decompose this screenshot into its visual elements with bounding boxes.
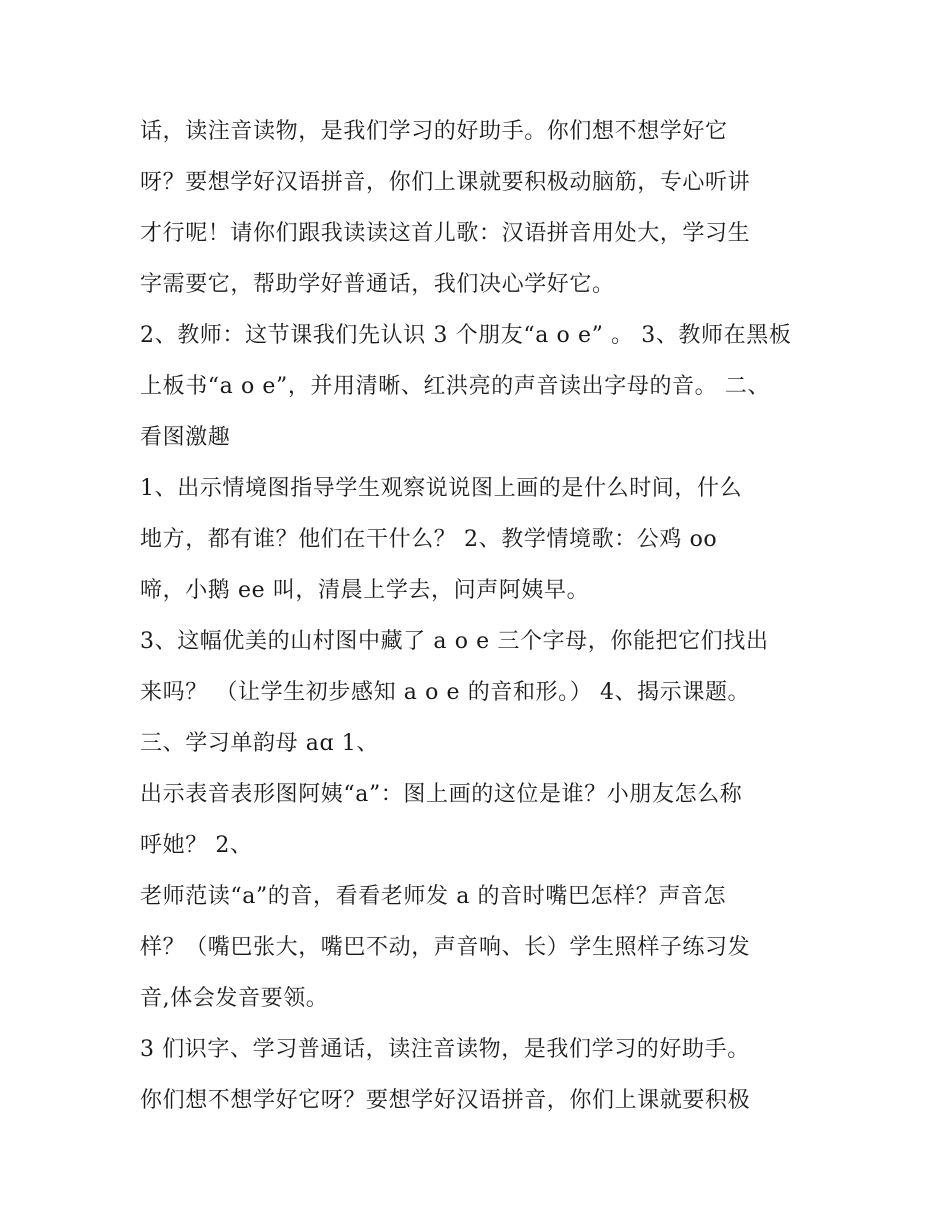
text-line: 地方，都有谁？他们在干什么？ 2、教学情境歌：公鸡 oo — [140, 527, 718, 552]
text-line: 1、出示情境图指导学生观察说说图上画的是什么时间，什么 — [140, 476, 743, 501]
text-line: 你们想不想学好它呀？要想学好汉语拼音，你们上课就要积极 — [140, 1088, 751, 1113]
text-line: 来吗？ （让学生初步感知 a o e 的音和形。） 4、揭示课题。 — [140, 680, 751, 705]
document-body — [140, 106, 830, 1126]
text-line: 三、学习单韵母 aɑ 1、 — [140, 731, 379, 756]
text-line: 出示表音表形图阿姨“a”：图上画的这位是谁？小朋友怎么称 — [140, 782, 743, 807]
text-line: 2、教师：这节课我们先认识 3 个朋友“a o e” 。 3、教师在黑板 — [140, 323, 792, 348]
text-line: 样？（嘴巴张大，嘴巴不动，声音响、长）学生照样子练习发 — [140, 935, 751, 960]
text-line: 才行呢！请你们跟我读读这首儿歌：汉语拼音用处大，学习生 — [140, 221, 751, 246]
text-line: 啼，小鹅 ee 叫，清晨上学去，问声阿姨早。 — [140, 578, 590, 603]
text-line: 3 们识字、学习普通话，读注音读物，是我们学习的好助手。 — [140, 1037, 750, 1062]
text-line: 话，读注音读物，是我们学习的好助手。你们想不想学好它 — [140, 119, 728, 144]
text-line: 字需要它，帮助学好普通话，我们决心学好它。 — [140, 272, 615, 297]
text-line: 看图激趣 — [140, 425, 231, 450]
text-line: 音,体会发音要领。 — [140, 986, 329, 1011]
text-line: 3、这幅优美的山村图中藏了 a o e 三个字母，你能把它们找出 — [140, 629, 769, 654]
text-line: 呀？要想学好汉语拼音，你们上课就要积极动脑筋，专心听讲 — [140, 170, 751, 195]
text-line: 老师范读“a”的音，看看老师发 a 的音时嘴巴怎样？声音怎 — [140, 884, 727, 909]
text-line: 呼她？ 2、 — [140, 833, 253, 858]
text-line: 上板书“a o e”，并用清晰、红洪亮的声音读出字母的音。 二、 — [140, 374, 771, 399]
